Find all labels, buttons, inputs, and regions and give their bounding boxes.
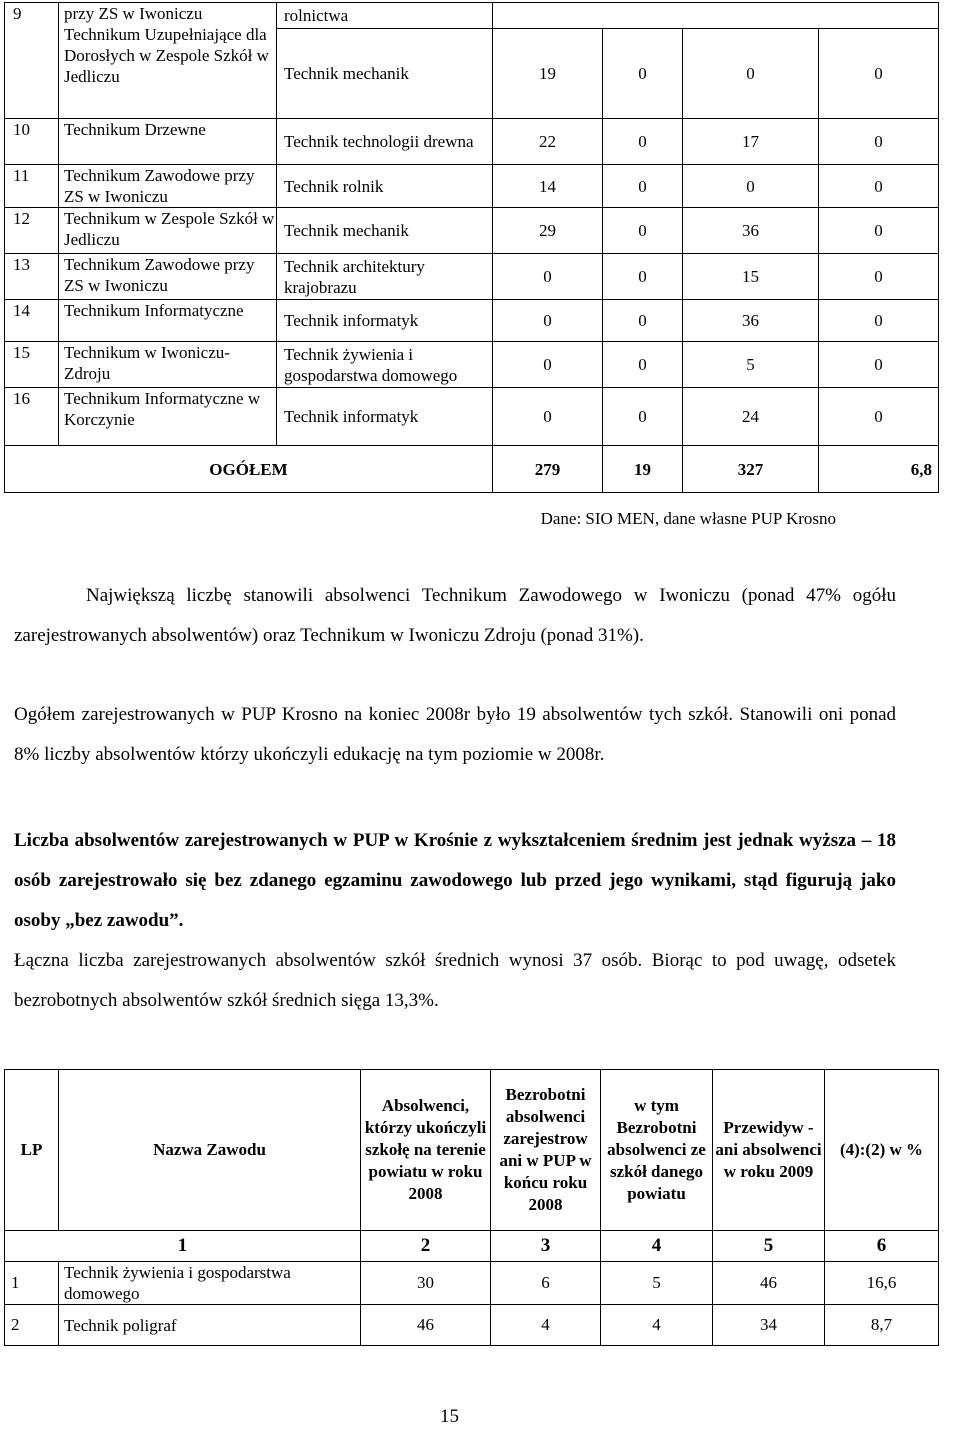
- table-cell-value: 0: [683, 165, 819, 208]
- total-label: OGÓŁEM: [5, 446, 493, 493]
- table-cell-value: 0: [493, 300, 603, 342]
- table-cell-lp: 9: [5, 3, 59, 119]
- total-value: 19: [603, 446, 683, 493]
- table-cell-value: 46: [713, 1262, 825, 1305]
- index-cell: 1: [5, 1231, 361, 1262]
- table-cell-value: 16,6: [825, 1262, 939, 1305]
- header-ratio: (4):(2) w %: [825, 1070, 939, 1231]
- table-cell-value: 0: [819, 29, 939, 119]
- table-cell-empty: [493, 3, 939, 29]
- header-name: Nazwa Zawodu: [59, 1070, 361, 1231]
- header-forecast: Przewidyw -ani absolwenci w roku 2009: [713, 1070, 825, 1231]
- table-cell-lp: 16: [5, 388, 59, 446]
- table-cell-school: Technikum Drzewne: [59, 119, 277, 165]
- table-cell-profession: rolnictwa: [277, 3, 493, 29]
- total-value: 327: [683, 446, 819, 493]
- table-cell-school: Technikum Zawodowe przy ZS w Iwoniczu: [59, 165, 277, 208]
- table-cell-school: Technikum Informatyczne w Korczynie: [59, 388, 277, 446]
- total-value: 6,8: [819, 446, 939, 493]
- table-row: [5, 388, 939, 446]
- table-cell-school: Technikum w Iwoniczu-Zdroju: [59, 342, 277, 388]
- table-cell-value: 0: [603, 208, 683, 254]
- table-cell-school: Technikum Zawodowe przy ZS w Iwoniczu: [59, 254, 277, 300]
- table-row: [5, 208, 939, 254]
- table-cell-school: przy ZS w Iwoniczu Technikum Uzupełniające dla Dorosłych w Zespole Szkół w Jedliczu: [59, 3, 277, 119]
- table-cell-value: 4: [491, 1305, 601, 1346]
- index-cell: 5: [713, 1231, 825, 1262]
- paragraph: Ogółem zarejestrowanych w PUP Krosno na koniec 2008r było 19 absolwentów tych szkół. Stanowili oni ponad 8% liczby absolwentów którzy ukończyli edukację na tym poziomie w 2008r.: [14, 704, 896, 765]
- total-row: [5, 446, 939, 493]
- table-cell-name: Technik poligraf: [59, 1305, 361, 1346]
- table-row: [5, 254, 939, 300]
- table-cell-value: 14: [493, 165, 603, 208]
- table-row: [5, 342, 939, 388]
- header-unemployed-local: w tym Bezrobotni absolwenci ze szkół danego powiatu: [601, 1070, 713, 1231]
- table-cell-value: 22: [493, 119, 603, 165]
- table-cell-value: 0: [603, 300, 683, 342]
- header-lp: LP: [5, 1070, 59, 1231]
- table-cell-value: 0: [603, 388, 683, 446]
- table-cell-value: 15: [683, 254, 819, 300]
- table-cell-value: 17: [683, 119, 819, 165]
- table-cell-value: 4: [601, 1305, 713, 1346]
- table-row: [5, 119, 939, 165]
- index-cell: 6: [825, 1231, 939, 1262]
- index-cell: 2: [361, 1231, 491, 1262]
- table-cell-profession: Technik mechanik: [277, 29, 493, 119]
- page-number: 15: [440, 1406, 459, 1427]
- header-unemployed: Bezrobotni absolwenci zarejestrow ani w PUP w końcu roku 2008: [491, 1070, 601, 1231]
- table-cell-value: 46: [361, 1305, 491, 1346]
- table-cell-value: 0: [819, 388, 939, 446]
- table-cell-value: 0: [603, 254, 683, 300]
- index-cell: 4: [601, 1231, 713, 1262]
- forecast-table: [4, 1069, 939, 1346]
- table-cell-value: 5: [683, 342, 819, 388]
- table-cell-value: 0: [819, 165, 939, 208]
- table-cell-profession: Technik mechanik: [277, 208, 493, 254]
- table-cell-lp: 13: [5, 254, 59, 300]
- table-cell-value: 0: [683, 29, 819, 119]
- table-cell-lp: 2: [5, 1305, 59, 1346]
- table-cell-value: 19: [493, 29, 603, 119]
- table-cell-value: 36: [683, 300, 819, 342]
- table-cell-lp: 15: [5, 342, 59, 388]
- table-cell-profession: Technik technologii drewna: [277, 119, 493, 165]
- paragraph: Łączna liczba zarejestrowanych absolwentów szkół średnich wynosi 37 osób. Biorąc to pod uwagę, odsetek bezrobotnych absolwentów szkół średnich sięga 13,3%.: [14, 950, 896, 1011]
- table-cell-lp: 14: [5, 300, 59, 342]
- table-cell-value: 0: [819, 300, 939, 342]
- table-cell-value: 0: [603, 165, 683, 208]
- table-cell-profession: Technik żywienia i gospodarstwa domowego: [277, 342, 493, 388]
- table-cell-value: 30: [361, 1262, 491, 1305]
- table-cell-school: Technikum w Zespole Szkół w Jedliczu: [59, 208, 277, 254]
- total-value: 279: [493, 446, 603, 493]
- table-cell-profession: Technik rolnik: [277, 165, 493, 208]
- table-cell-value: 8,7: [825, 1305, 939, 1346]
- table-row: [5, 1305, 939, 1346]
- table-cell-value: 0: [819, 208, 939, 254]
- table-cell-value: 5: [601, 1262, 713, 1305]
- table-cell-profession: Technik architektury krajobrazu: [277, 254, 493, 300]
- table-cell-lp: 10: [5, 119, 59, 165]
- table-cell-value: 36: [683, 208, 819, 254]
- table-row: [5, 1262, 939, 1305]
- header-graduates: Absolwenci, którzy ukończyli szkołę na terenie powiatu w roku 2008: [361, 1070, 491, 1231]
- table-cell-lp: 11: [5, 165, 59, 208]
- table-cell-profession: Technik informatyk: [277, 300, 493, 342]
- table-cell-value: 0: [819, 254, 939, 300]
- table-cell-lp: 1: [5, 1262, 59, 1305]
- table-cell-value: 0: [493, 342, 603, 388]
- table-cell-value: 0: [603, 119, 683, 165]
- graduates-table: [4, 2, 939, 493]
- table-cell-school: Technikum Informatyczne: [59, 300, 277, 342]
- table-cell-value: 6: [491, 1262, 601, 1305]
- table-cell-value: 0: [603, 342, 683, 388]
- table-cell-profession: Technik informatyk: [277, 388, 493, 446]
- paragraph: Największą liczbę stanowili absolwenci Technikum Zawodowego w Iwoniczu (ponad 47% ogółu zarejestrowanych absolwentów) oraz Technikum w Iwoniczu Zdroju (ponad 31%).: [14, 585, 896, 646]
- table-cell-value: 29: [493, 208, 603, 254]
- table-row: [5, 165, 939, 208]
- table-cell-lp: 12: [5, 208, 59, 254]
- paragraph-bold: Liczba absolwentów zarejestrowanych w PUP w Krośnie z wykształceniem średnim jest jednak wyższa – 18 osób zarejestrowało się bez zdanego egzaminu zawodowego lub przed jego wynikami, stąd figurują jako osoby „bez zawodu”.: [14, 830, 896, 931]
- table-row: [5, 300, 939, 342]
- table-cell-value: 0: [493, 388, 603, 446]
- table-cell-value: 0: [819, 119, 939, 165]
- table-cell-value: 0: [819, 342, 939, 388]
- table-cell-value: 0: [493, 254, 603, 300]
- table-cell-value: 0: [603, 29, 683, 119]
- table-cell-value: 24: [683, 388, 819, 446]
- table-cell-value: 34: [713, 1305, 825, 1346]
- index-cell: 3: [491, 1231, 601, 1262]
- table-cell-name: Technik żywienia i gospodarstwa domowego: [59, 1262, 361, 1305]
- source-note: Dane: SIO MEN, dane własne PUP Krosno: [540, 509, 836, 528]
